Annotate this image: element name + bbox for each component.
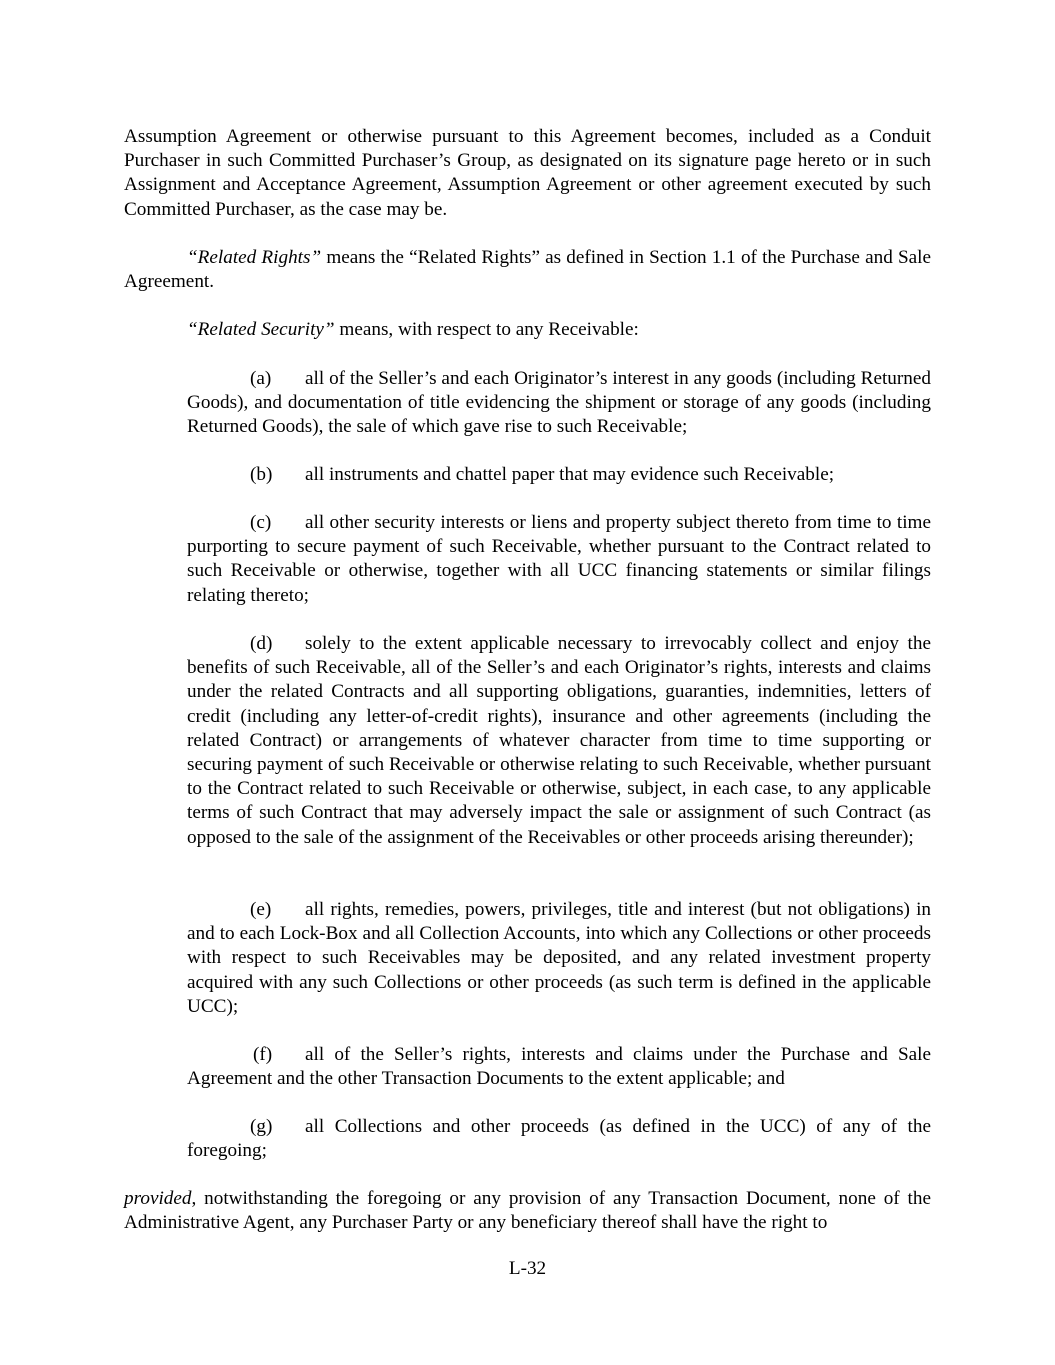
definition-text: means, with respect to any Receivable: bbox=[334, 319, 639, 340]
clause-text: solely to the extent applicable necessary to irrevocably collect and enjoy the benefits of such Receivable, all of the Seller’s and each Originator’s rights, interests and claims under the related Contracts and all supporting obligations, guaranties, indemnities, letters of credit (including any letter-of-credit rights), insurance and other agreements (including the related Contract) or arrangements of whatever character from time to time supporting or securing payment of such Receivable or otherwise relating to such Receivable, whether pursuant to the Contract related to such Receivable or otherwise, subject, in each case, to any applicable terms of such Contract that may adversely impact the sale or assignment of such Contract (as opposed to the sale of the assignment of the Receivables or other proceeds arising thereunder); bbox=[187, 633, 931, 848]
related-rights-definition bbox=[124, 246, 931, 294]
clause-label: (e) bbox=[250, 899, 272, 920]
related-security-definition bbox=[124, 318, 931, 342]
clause-label: (a) bbox=[250, 368, 272, 389]
proviso-text: , notwithstanding the foregoing or any provision of any Transaction Document, none of the Administrative Agent, any Purchaser Party or any beneficiary thereof shall have the right to bbox=[124, 1188, 931, 1234]
clause-e bbox=[187, 898, 931, 1019]
clause-a bbox=[187, 367, 931, 440]
clause-g bbox=[187, 1115, 931, 1163]
clause-label: (g) bbox=[250, 1116, 273, 1137]
clause-text: all of the Seller’s rights, interests and claims under the Purchase and Sale Agreement and the other Transaction Documents to the extent applicable; and bbox=[187, 1044, 931, 1090]
intro-paragraph: Assumption Agreement or otherwise pursuant to this Agreement becomes, included as a Conduit Purchaser in such Committed Purchaser’s Group, as designated on its signature page hereto or in such Assignment and Acceptance Agreement, Assumption Agreement or other agreement executed by such Committed Purchaser, as the case may be. bbox=[124, 126, 931, 220]
clause-d bbox=[187, 632, 931, 850]
clause-b bbox=[187, 463, 931, 487]
proviso-term: provided bbox=[124, 1188, 192, 1209]
clause-label: (f) bbox=[253, 1044, 273, 1065]
clause-text: all Collections and other proceeds (as defined in the UCC) of any of the foregoing; bbox=[187, 1116, 931, 1162]
clause-text: all rights, remedies, powers, privileges, title and interest (but not obligations) in and to each Lock-Box and all Collection Accounts, into which any Collections or other proceeds with respect to such Receivables may be deposited, and any related investment property acquired with any such Collections or other proceeds (as such term is defined in the applicable UCC); bbox=[187, 899, 931, 1017]
definition-text: means the “Related Rights” as defined in Section 1.1 of the Purchase and Sale Agreement. bbox=[124, 247, 932, 293]
clause-f bbox=[187, 1043, 931, 1091]
page-number: L-32 bbox=[508, 1258, 547, 1279]
clause-label: (b) bbox=[250, 464, 273, 485]
clause-label: (c) bbox=[250, 512, 272, 533]
clause-text: all of the Seller’s and each Originator’s interest in any goods (including Returned Goods), and documentation of title evidencing the shipment or storage of any goods (including Returned Goods), the sale of which gave rise to such Receivable; bbox=[187, 368, 931, 438]
clause-text: all other security interests or liens and property subject thereto from time to time purporting to secure payment of such Receivable, whether pursuant to the Contract related to such Receivable or otherwise, together with all UCC financing statements or similar filings relating thereto; bbox=[187, 512, 931, 606]
defined-term: “Related Security” bbox=[187, 319, 335, 340]
clause-text: all instruments and chattel paper that may evidence such Receivable; bbox=[305, 464, 835, 485]
proviso-paragraph bbox=[124, 1187, 931, 1235]
clause-c bbox=[187, 511, 931, 608]
defined-term: “Related Rights” bbox=[187, 247, 322, 268]
clause-label: (d) bbox=[250, 633, 273, 654]
